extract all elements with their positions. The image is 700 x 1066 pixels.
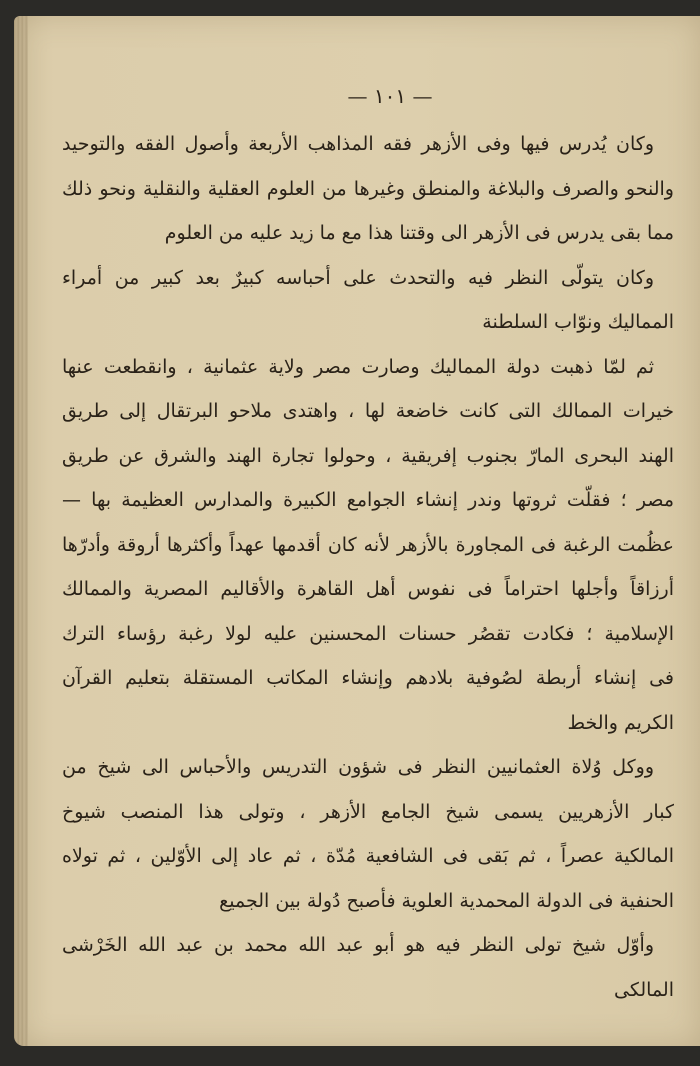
text-line: أرزاقاً وأجلها احتراماً فى نفوس أهل القاهرة والأقاليم المصرية والممالك — [62, 578, 674, 600]
text-line: الهند البحرى المارّ بجنوب إفريقية ، وحولوا تجارة الهند والشرق عن طريق — [62, 444, 674, 467]
text-line: ووكل وُلاة العثمانيين النظر فى شؤون التدريس والأحباس الى شيخ من — [62, 756, 654, 778]
text-line: وأوّل شيخ تولى النظر فيه هو أبو عبد الله محمد بن عبد الله الخَرْشى — [62, 934, 654, 956]
text-line: الكريم والخط — [567, 711, 674, 734]
body-text — [62, 122, 674, 1012]
page-binding-edge — [14, 16, 28, 1046]
text-line: المالكية عصراً ، ثم بَقى فى الشافعية مُدّة ، ثم عاد إلى الأوّلين ، ثم تولاه — [62, 845, 674, 867]
text-line: وكان يُدرس فيها وفى الأزهر فقه المذاهب الأربعة وأصول الفقه والتوحيد — [62, 133, 654, 155]
text-line: ثم لمّا ذهبت دولة المماليك وصارت مصر ولاية عثمانية ، وانقطعت عنها — [62, 355, 654, 378]
text-line: المالكى — [614, 978, 674, 1001]
page-number: — ١٠١ — — [347, 84, 433, 108]
text-line: المماليك ونوّاب السلطنة — [482, 311, 674, 333]
text-line: وكان يتولّى النظر فيه والتحدث على أحباسه كبيرٌ بعد كبير من أمراء — [62, 266, 654, 289]
text-line: الإسلامية ؛ فكادت تقصُر حسنات المحسنين عليه لولا رغبة رؤساء الترك — [62, 622, 674, 645]
text-line: كبار الأزهريين يسمى شيخ الجامع الأزهر ، وتولى هذا المنصب شيوخ — [62, 800, 674, 823]
text-line: مصر ؛ فقلّت ثروتها وندر إنشاء الجوامع الكبيرة والمدارس العظيمة بها — — [62, 489, 674, 511]
text-line: مما بقى يدرس فى الأزهر الى وقتنا هذا مع ما زيد عليه من العلوم — [164, 222, 674, 244]
text-line: والنحو والصرف والبلاغة والمنطق وغيرها من العلوم العقلية والنقلية ونحو ذلك — [62, 177, 674, 200]
text-line: فى إنشاء أربطة لصُوفية بلادهم وإنشاء المكاتب المستقلة بتعليم القرآن — [62, 667, 674, 689]
text-line: خيرات الممالك التى كانت خاضعة لها ، واهتدى ملاحو البرتقال إلى طريق — [62, 400, 674, 422]
text-line: الحنفية فى الدولة المحمدية العلوية فأصبح دُولة بين الجميع — [219, 889, 674, 912]
text-line: عظُمت الرغبة فى المجاورة بالأزهر لأنه كان أقدمها عهداً وأكثرها أروقة وأدرّها — [62, 533, 674, 556]
